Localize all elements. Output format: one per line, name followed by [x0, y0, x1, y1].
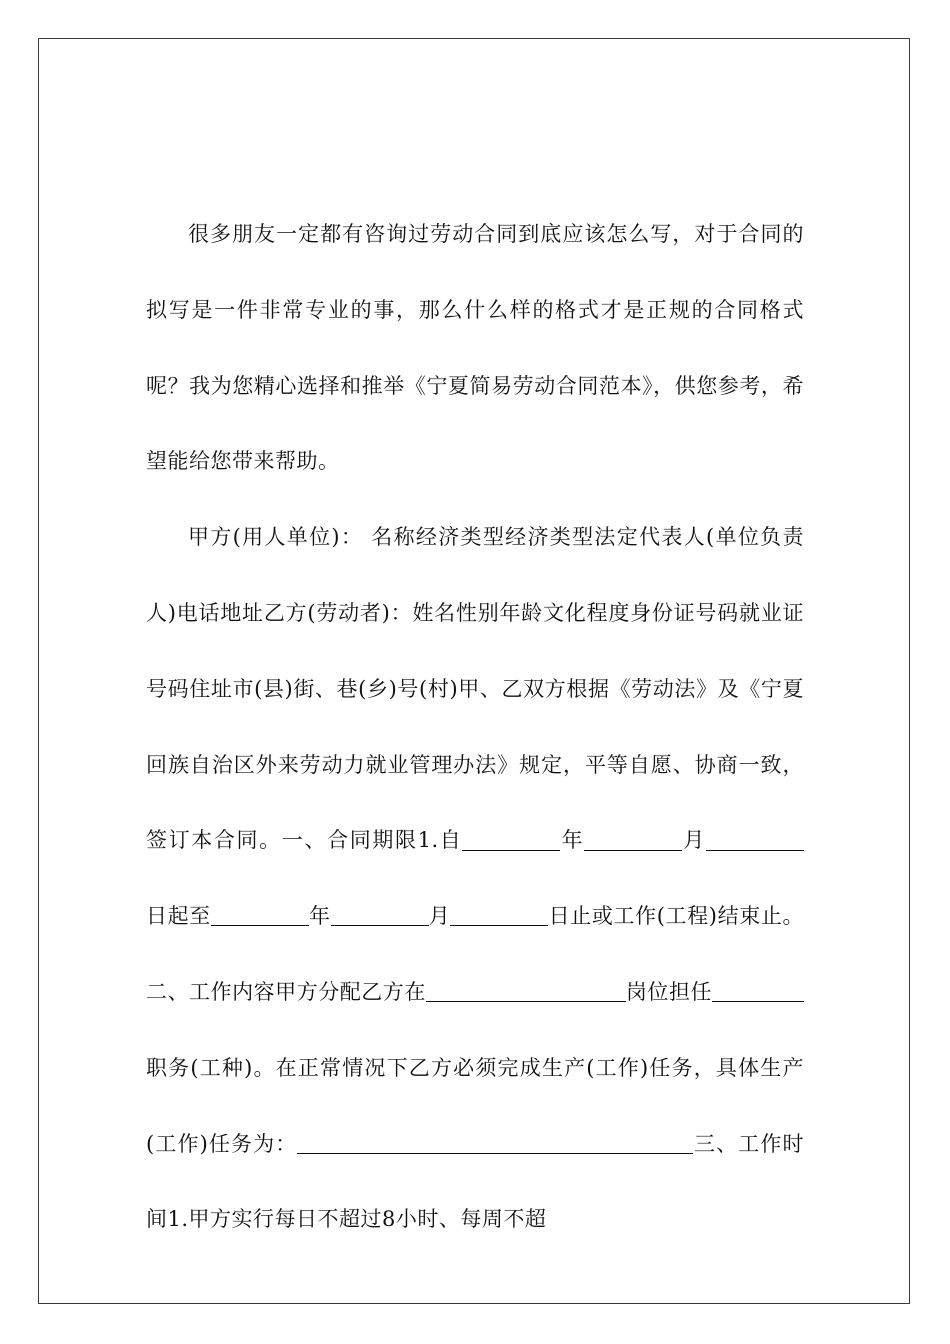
blank-duty[interactable] [712, 980, 804, 1002]
document-body [146, 197, 804, 1258]
label-year: 年 [308, 904, 331, 929]
blank-start-year[interactable] [462, 829, 560, 851]
label-month: 月 [428, 904, 451, 929]
blank-end-day[interactable] [450, 904, 548, 926]
blank-post[interactable] [426, 980, 626, 1002]
intro-paragraph: 很多朋友一定都有咨询过劳动合同到底应该怎么写，对于合同的拟写是一件非常专业的事，那么什么样的格式才是正规的合同格式呢？我为您精心选择和推举《宁夏简易劳动合同范本》，供您参考，希望能给您带来帮助。 [146, 222, 804, 474]
label-day-to-work-content: 日止或工作(工程)结束止。二、工作内容甲方分配乙方在 [146, 904, 805, 1004]
label-year: 年 [560, 828, 585, 853]
contract-parties-text: 甲方(用人单位)： 名称经济类型经济类型法定代表人(单位负责人)电话地址乙方(劳动者)：姓名性别年龄文化程度身份证号码就业证号码住址市(县)街、巷(乡)号(村)甲、乙双方根据《劳动法》及《宁夏回族自治区外来劳动力就业管理办法》规定，平等自愿、协商一致，签订本合同。一、合同期限1.自 [146, 525, 804, 853]
blank-end-month[interactable] [331, 904, 429, 926]
blank-start-month[interactable] [584, 829, 682, 851]
blank-tasks-2[interactable] [575, 1132, 693, 1154]
label-day-from: 日起至 [146, 904, 211, 929]
blank-tasks-1[interactable] [297, 1132, 575, 1154]
label-duty-tasks: 职务(工种)。在正常情况下乙方必须完成生产(工作)任务，具体生产(工作)任务为： [146, 1055, 804, 1156]
section-three-work-hours: 三、工作时间1.甲方实行每日不超过8小时、每周不超 [146, 1131, 805, 1232]
label-month: 月 [682, 828, 707, 853]
label-post: 岗位担任 [625, 979, 713, 1004]
contract-paragraph [146, 500, 804, 1258]
blank-start-day[interactable] [706, 829, 804, 851]
blank-end-year[interactable] [211, 904, 309, 926]
